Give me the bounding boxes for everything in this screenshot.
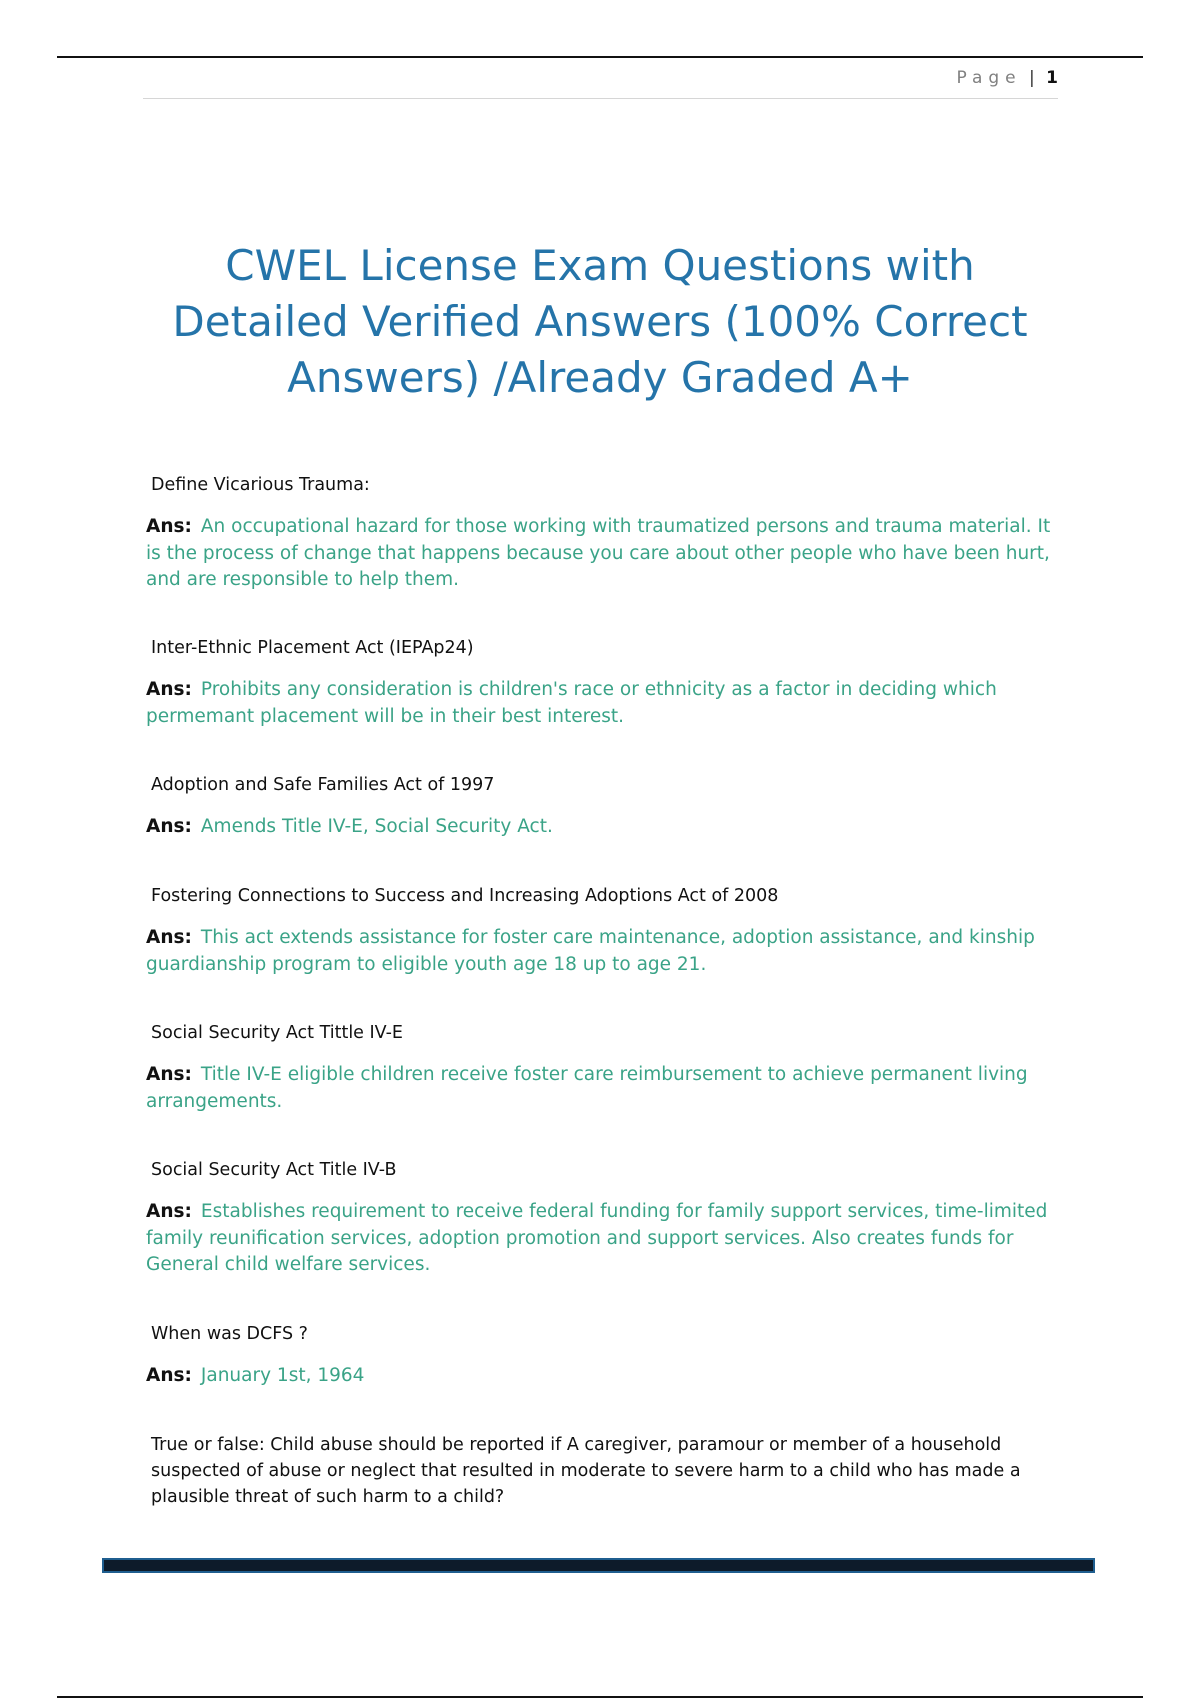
page-number: 1 <box>1046 68 1058 88</box>
answer-label: Ans: <box>146 679 192 700</box>
qa-item <box>146 472 1056 594</box>
answer <box>146 677 1056 730</box>
qa-item <box>146 1321 1056 1390</box>
answer-text: An occupational hazard for those working with traumatized persons and trauma material. It is the process of change that happens because you care about other people who have been hurt, and are responsible to help them. <box>146 516 1051 590</box>
answer-text: This act extends assistance for foster care maintenance, adoption assistance, and kinship guardianship program to eligible youth age 18 up to age 21. <box>146 927 1035 975</box>
qa-item <box>146 1432 1056 1526</box>
title-line-1: CWEL License Exam Questions with <box>225 241 975 290</box>
page-separator: | <box>1029 68 1035 88</box>
qa-item <box>146 883 1056 978</box>
answer-label: Ans: <box>146 927 192 948</box>
title-line-3: Answers) /Already Graded A+ <box>287 353 913 402</box>
answer <box>146 514 1056 594</box>
answer <box>146 814 1056 841</box>
answer-label: Ans: <box>146 1064 192 1085</box>
qa-item <box>146 772 1056 841</box>
answer <box>146 925 1056 978</box>
answer-text: Prohibits any consideration is children's race or ethnicity as a factor in deciding which permemant placement will be in their best interest. <box>146 679 997 727</box>
answer-text: Title IV-E eligible children receive foster care reimbursement to achieve permanent living arrangements. <box>146 1064 1028 1112</box>
question-text: Social Security Act Tittle IV-E <box>151 1023 403 1043</box>
answer <box>146 1363 1056 1390</box>
answer <box>146 1199 1056 1279</box>
question-text: Social Security Act Title IV-B <box>151 1160 397 1180</box>
answer-text: Establishes requirement to receive federal funding for family support services, time-limited family reunification services, adoption promotion and support services. Also creates funds for General child welfare services. <box>146 1201 1048 1275</box>
answer <box>146 1062 1056 1115</box>
question-text: True or false: Child abuse should be reported if A caregiver, paramour or member of a household suspected of abuse or neglect that resulted in moderate to severe harm to a child who has made a plausible threat of such harm to a child? <box>151 1435 1021 1507</box>
question-text: Define Vicarious Trauma: <box>151 475 370 495</box>
qa-item <box>146 1020 1056 1115</box>
question-text: Fostering Connections to Success and Increasing Adoptions Act of 2008 <box>151 886 779 906</box>
page-header <box>143 68 1058 99</box>
bottom-rule <box>57 1696 1143 1698</box>
answer-text: January 1st, 1964 <box>200 1365 365 1386</box>
qa-item <box>146 1157 1056 1279</box>
answer-text: Amends Title IV-E, Social Security Act. <box>200 816 553 837</box>
answer-label: Ans: <box>146 1365 192 1386</box>
document-title <box>110 238 1090 406</box>
question-text: Adoption and Safe Families Act of 1997 <box>151 775 495 795</box>
qa-item <box>146 635 1056 730</box>
footer-bar <box>102 1558 1095 1573</box>
page-label: Page <box>956 68 1022 88</box>
answer-label: Ans: <box>146 1201 192 1222</box>
title-line-2: Detailed Verified Answers (100% Correct <box>172 297 1028 346</box>
answer-label: Ans: <box>146 516 192 537</box>
question-text: When was DCFS ? <box>151 1324 308 1344</box>
question-text: Inter-Ethnic Placement Act (IEPAp24) <box>151 638 474 658</box>
answer-label: Ans: <box>146 816 192 837</box>
top-rule <box>57 56 1143 58</box>
